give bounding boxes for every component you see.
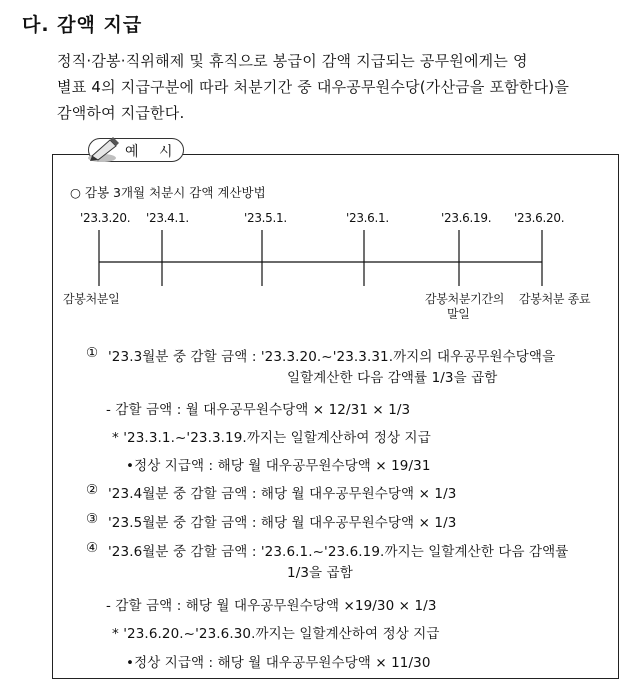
item-4-note: * '23.6.20.~'23.6.30.까지는 일할계산하여 정상 지급 bbox=[112, 626, 440, 642]
intro-line-3: 감액하여 지급한다. bbox=[57, 104, 185, 122]
timeline-end-label: 감봉처분기간의 bbox=[425, 292, 505, 306]
item-marker: ② bbox=[86, 482, 99, 498]
timeline-date: '23.6.19. bbox=[441, 211, 492, 225]
item-marker: ④ bbox=[86, 540, 99, 556]
item-marker: ③ bbox=[86, 511, 99, 527]
intro-line-1: 정직·감봉·직위해제 및 휴직으로 봉급이 감액 지급되는 공무원에게는 영 bbox=[57, 52, 528, 70]
item-4-sub: - 감할 금액 : 해당 월 대우공무원수당액 ×19/30 × 1/3 bbox=[106, 598, 437, 614]
example-label: 예 시 bbox=[125, 144, 181, 160]
timeline-date: '23.6.20. bbox=[514, 211, 565, 225]
item-4-line-2: 1/3을 곱함 bbox=[287, 565, 353, 581]
timeline-end-label-2: 말일 bbox=[447, 307, 470, 321]
item-1-sub: - 감할 금액 : 월 대우공무원수당액 × 12/31 × 1/3 bbox=[106, 402, 411, 418]
item-3-text: '23.5월분 중 감할 금액 : 해당 월 대우공무원수당액 × 1/3 bbox=[108, 515, 457, 531]
item-1-normal: •정상 지급액 : 해당 월 대우공무원수당액 × 19/31 bbox=[126, 458, 431, 474]
section-heading: 다. 감액 지급 bbox=[22, 14, 143, 36]
item-4-line-1: '23.6월분 중 감할 금액 : '23.6.1.~'23.6.19.까지는 일할계산한 다음 감액률 bbox=[108, 544, 569, 560]
timeline-axis bbox=[0, 0, 637, 300]
item-2-text: '23.4월분 중 감할 금액 : 해당 월 대우공무원수당액 × 1/3 bbox=[108, 486, 457, 502]
timeline-date: '23.5.1. bbox=[244, 211, 287, 225]
timeline-done-label: 감봉처분 종료 bbox=[519, 292, 591, 306]
item-1-note: * '23.3.1.~'23.3.19.까지는 일할계산하여 정상 지급 bbox=[112, 430, 431, 446]
item-1-line-2: 일할계산한 다음 감액률 1/3을 곱함 bbox=[287, 370, 498, 386]
timeline-start-label: 감봉처분일 bbox=[63, 292, 120, 306]
timeline-date: '23.6.1. bbox=[346, 211, 389, 225]
item-marker: ① bbox=[86, 345, 99, 361]
item-4-normal: •정상 지급액 : 해당 월 대우공무원수당액 × 11/30 bbox=[126, 655, 431, 671]
item-1-line-1: '23.3월분 중 감할 금액 : '23.3.20.~'23.3.31.까지의 대우공무원수당액을 bbox=[108, 349, 556, 365]
intro-line-2: 별표 4의 지급구분에 따라 처분기간 중 대우공무원수당(가산금을 포함한다)을 bbox=[57, 78, 570, 96]
timeline-date: '23.4.1. bbox=[146, 211, 189, 225]
timeline-date: '23.3.20. bbox=[80, 211, 131, 225]
example-title: ○ 감봉 3개월 처분시 감액 계산방법 bbox=[70, 185, 266, 200]
